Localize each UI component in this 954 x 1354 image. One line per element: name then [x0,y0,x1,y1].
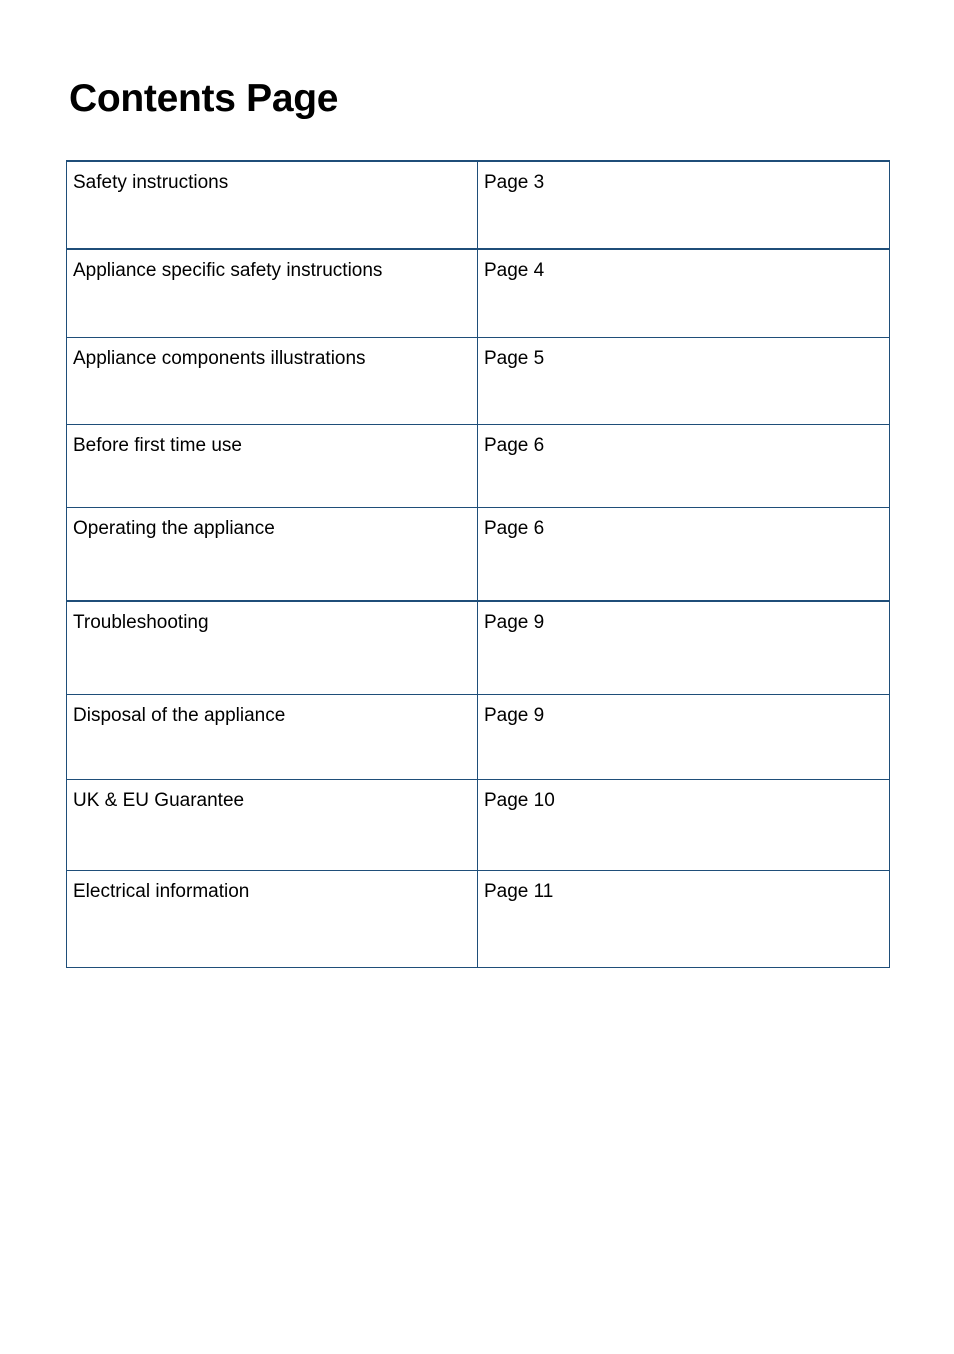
table-row [67,161,890,249]
section-title: Troubleshooting [67,601,478,694]
section-title: Safety instructions [67,161,478,249]
section-title: Operating the appliance [67,507,478,601]
page-number: Page 6 [478,424,890,507]
page-number: Page 9 [478,601,890,694]
section-title: Before first time use [67,424,478,507]
page-number: Page 5 [478,337,890,424]
section-title: Electrical information [67,870,478,967]
page-number: Page 9 [478,694,890,779]
table-row [67,601,890,694]
page-number: Page 10 [478,779,890,870]
section-title: Appliance components illustrations [67,337,478,424]
contents-table [66,160,890,968]
table-row [67,249,890,337]
table-row [67,779,890,870]
table-row [67,337,890,424]
section-title: UK & EU Guarantee [67,779,478,870]
table-row [67,870,890,967]
table-row [67,424,890,507]
page-number: Page 11 [478,870,890,967]
page-number: Page 3 [478,161,890,249]
table-row [67,507,890,601]
section-title: Disposal of the appliance [67,694,478,779]
page-number: Page 4 [478,249,890,337]
page-title: Contents Page [69,77,339,120]
page-number: Page 6 [478,507,890,601]
section-title: Appliance specific safety instructions [67,249,478,337]
table-row [67,694,890,779]
